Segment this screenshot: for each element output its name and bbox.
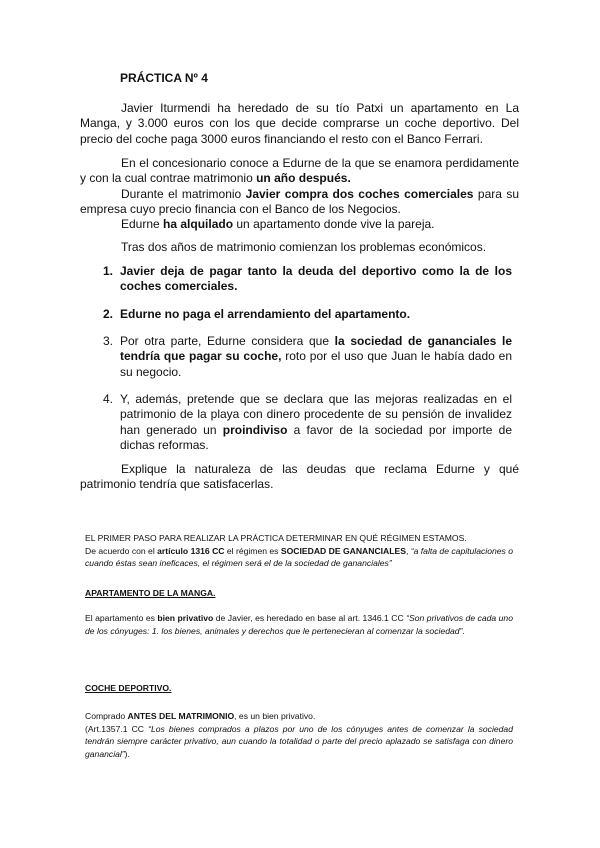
answer-intro-quote: “a falta de capitulaciones o cuando éstas sean ineficaces, el régimen será el de la sociedad de gananciales” (85, 545, 514, 569)
paragraph-rent-text-end: un apartamento donde vive la pareja. (233, 217, 435, 232)
page-title: PRÁCTICA Nº 4 (120, 71, 208, 85)
answer-intro-regime: SOCIEDAD DE GANANCIALES (280, 545, 406, 556)
list-item-text-c: roto por el uso que Juan le había dado en su negocio. (120, 349, 512, 379)
answer-apartamento-emph: bien privativo (157, 613, 214, 623)
list-number: 3. (103, 334, 114, 348)
list-item-text: Edurne no paga el arrendamiento del apartamento. (120, 307, 411, 321)
answer-intro-a: De acuerdo con el (85, 545, 158, 556)
list-item-text-a: Por otra parte, Edurne considera que (120, 334, 335, 348)
paragraph-marriage (80, 156, 519, 232)
paragraph-rent-text: Edurne (121, 217, 164, 232)
paragraph-rent-emph: ha alquilado (163, 217, 234, 232)
answer-coche-end: ). (124, 748, 130, 759)
answer-coche-a: Comprado (85, 711, 128, 721)
paragraph-marriage-text: En el concesionario conoce a Edurne de la que se enamora perdidamente y con la cual contrae matrimonio (80, 156, 519, 186)
paragraph-marriage-emph: un año después. (256, 171, 351, 186)
answer-intro-line1: EL PRIMER PASO PARA REALIZAR LA PRÁCTICA DETERMINAR EN QUÉ RÉGIMEN ESTAMOS. (85, 533, 467, 543)
answer-coche (85, 710, 513, 760)
paragraph-inheritance-text: Javier Iturmendi ha heredado de su tío Patxi un apartamento en La Manga, y 3.000 euros con los que decide comprarse un coche deportivo. Del precio del coche paga 3000 euros financiando el resto con el Banco Ferrari. (80, 101, 519, 146)
list-item-text (120, 392, 512, 453)
answer-intro-e: , (405, 545, 411, 556)
list-item-3 (103, 334, 512, 381)
paragraph-cars-text: Durante el matrimonio (121, 186, 246, 201)
answer-intro-c: el régimen es (224, 545, 281, 556)
list-item-text (120, 334, 512, 380)
list-number: 2. (103, 307, 114, 321)
list-item-1 (103, 264, 512, 296)
paragraph-cars-emph: Javier compra dos coches comerciales (245, 186, 474, 201)
answer-apartamento (85, 612, 513, 637)
list-item-text-c: a favor de la sociedad por importe de dichas reformas. (120, 422, 513, 452)
list-number: 4. (103, 392, 114, 406)
answer-apartamento-c: de Javier, es heredado en base al art. 1346.1 CC (213, 613, 407, 623)
paragraph-question-text: Explique la naturaleza de las deudas que reclama Edurne y qué patrimonio tendría que satisfacerlas. (80, 462, 519, 492)
answer-coche-quote: “Los bienes comprados a plazos por uno de los cónyuges antes de comenzar la sociedad tendrán siempre carácter privativo, aun cuando la totalidad o parte del precio aplazado se satisfaga con dinero ganancial” (85, 723, 513, 759)
answer-apartamento-a: El apartamento es (85, 613, 158, 623)
section-heading-apartamento: APARTAMENTO DE LA MANGA. (85, 588, 216, 598)
answer-coche-c: , es un bien privativo. (234, 711, 316, 721)
answer-intro-article: artículo 1316 CC (157, 545, 225, 556)
section-heading-coche: COCHE DEPORTIVO. (85, 683, 172, 693)
list-item-2 (103, 307, 512, 323)
paragraph-problems (80, 240, 519, 255)
list-item-text-emph: proindiviso (222, 422, 288, 437)
answer-apartamento-e: . (462, 625, 465, 636)
list-item-text-a: Y, además, pretende que se declara que las mejoras realizadas en el patrimonio de la playa con dinero procedente de su pensión de invalidez han generado un (120, 392, 512, 437)
answer-intro (85, 532, 513, 570)
answer-apartamento-quote: “Son privativos de cada uno de los cónyuges: 1. los bienes, animales y derechos que le pertenecieran al comenzar la sociedad” (85, 613, 513, 636)
list-item-text: Javier deja de pagar tanto la deuda del deportivo como la de los coches comerciales. (120, 264, 512, 294)
answer-coche-ref: (Art.1357.1 CC (85, 723, 149, 734)
paragraph-cars-text-end: para su empresa cuyo precio financia con el Banco de los Negocios. (80, 186, 520, 216)
paragraph-problems-text: Tras dos años de matrimonio comienzan los problemas económicos. (121, 240, 487, 254)
paragraph-inheritance (80, 101, 519, 147)
list-item-text-emph: la sociedad de gananciales le tendría que pagar su coche, (120, 334, 512, 364)
list-number: 1. (103, 264, 114, 278)
paragraph-question (80, 462, 519, 493)
answer-coche-emph: ANTES DEL MATRIMONIO (127, 711, 235, 721)
list-item-4 (103, 392, 512, 454)
